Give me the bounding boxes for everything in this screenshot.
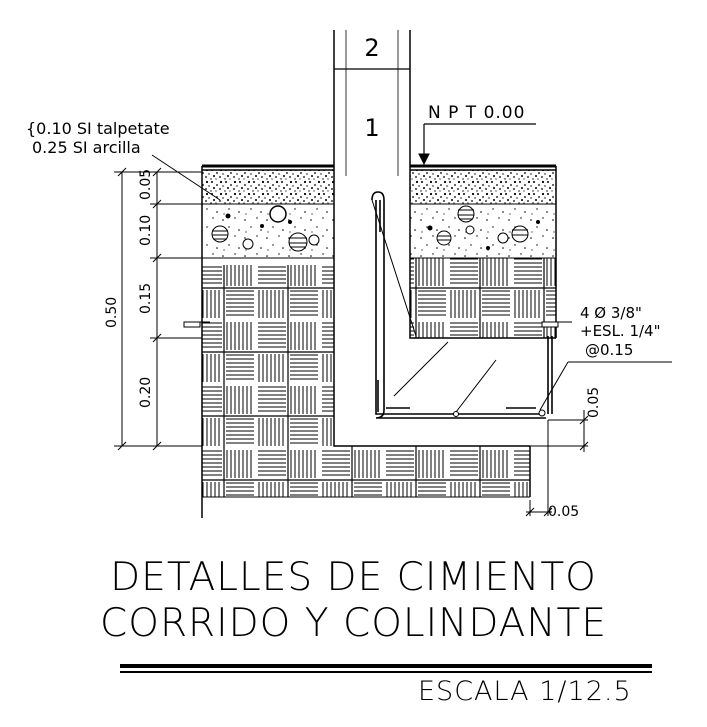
gravel-layer-left <box>202 170 334 204</box>
dim-0-05-top: 0.05 <box>138 168 154 200</box>
dim-0-05-bottom: 0.05 <box>548 504 580 520</box>
rebar-dot <box>454 412 459 417</box>
wall-label-upper: 2 <box>364 34 380 62</box>
wall-label-lower: 1 <box>364 114 380 142</box>
rebar-note-1: 4 Ø 3/8" <box>580 304 642 322</box>
dim-0-15: 0.15 <box>138 282 154 314</box>
level-marker <box>419 124 536 164</box>
dim-0-05-right: 0.05 <box>586 386 602 418</box>
rebar-note-3: @0.15 <box>585 341 634 359</box>
concrete-footing-toe <box>334 338 530 446</box>
floor-layer-note-1: {0.10 SI talpetate <box>26 119 170 138</box>
foundation-hatch-bottom <box>202 445 530 497</box>
dim-0-10: 0.10 <box>138 214 154 246</box>
drawing-title <box>0 555 707 647</box>
dimension-lines-right <box>526 410 588 516</box>
title-line-2: CORRIDO Y COLINDANTE <box>100 601 607 646</box>
gravel-layer-right <box>410 170 556 204</box>
dimension-lines-left <box>114 168 202 450</box>
rebar-note-2: +ESL. 1/4" <box>580 322 661 340</box>
clay-layer-right <box>410 204 556 258</box>
dim-0-50: 0.50 <box>104 296 120 328</box>
scale-label: ESCALA 1/12.5 <box>418 676 632 707</box>
floor-layer-note-2: 0.25 SI arcilla <box>32 138 141 157</box>
rebar-dot <box>539 410 545 416</box>
title-underline-thin <box>120 671 652 673</box>
soil-hatch-right <box>410 258 556 338</box>
dim-0-20: 0.20 <box>138 376 154 408</box>
title-line-1: DETALLES DE CIMIENTO <box>110 555 597 600</box>
soil-hatch-left <box>202 265 334 463</box>
level-label: N P T 0.00 <box>428 103 526 123</box>
title-underline-thick <box>120 664 652 668</box>
